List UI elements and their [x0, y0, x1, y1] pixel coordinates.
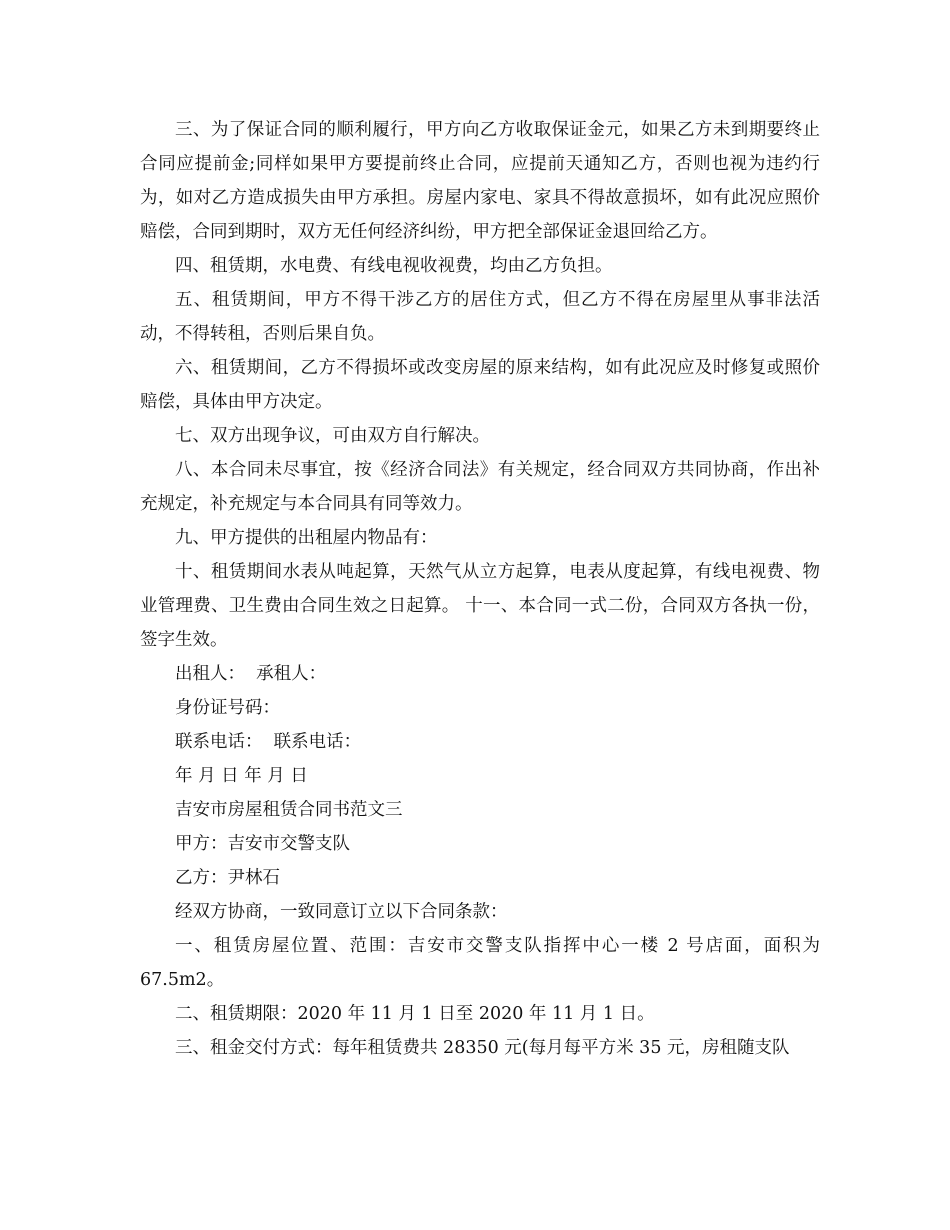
paragraph-usage-clause: 五、租赁期间，甲方不得干涉乙方的居住方式，但乙方不得在房屋里从事非法活动，不得转租，否则后果自负。 — [140, 290, 820, 344]
paragraph-structure-clause: 六、租赁期间，乙方不得损坏或改变房屋的原来结构，如有此况应及时修复或照价赔偿，具体由甲方决定。 — [140, 358, 820, 412]
paragraph-payment-clause: 三、租金交付方式：每年租赁费共 28350 元(每月每平方米 35 元，房租随支队 — [175, 1038, 790, 1058]
paragraph-dispute-clause: 七、双方出现争议，可由双方自行解决。 — [175, 426, 490, 446]
signature-parties-line: 出租人： 承租人： — [175, 664, 327, 684]
agreement-intro: 经双方协商，一致同意订立以下合同条款： — [175, 902, 508, 922]
contact-phone-line: 联系电话： 联系电话： — [175, 732, 362, 752]
id-number-line: 身份证号码： — [175, 698, 280, 718]
paragraph-term-clause: 二、租赁期限：2020 年 11 月 1 日至 2020 年 11 月 1 日。 — [175, 1004, 655, 1024]
section-title: 吉安市房屋租赁合同书范文三 — [175, 800, 403, 820]
document-body — [140, 113, 826, 1065]
date-line: 年 月 日 年 月 日 — [175, 766, 308, 786]
paragraph-supplement-clause: 八、本合同未尽事宜，按《经济合同法》有关规定，经合同双方共同协商，作出补充规定，补充规定与本合同具有同等效力。 — [140, 460, 820, 514]
paragraph-items-clause: 九、甲方提供的出租屋内物品有： — [175, 528, 438, 548]
paragraph-deposit-clause: 三、为了保证合同的顺利履行，甲方向乙方收取保证金元，如果乙方未到期要终止合同应提前金;同样如果甲方要提前终止合同，应提前天通知乙方，否则也视为违约行为，如对乙方造成损失由甲方承担。房屋内家电、家具不得故意损坏，如有此况应照价赔偿，合同到期时，双方无任何经济纠纷，甲方把全部保证金退回给乙方。 — [140, 120, 820, 242]
party-b-line: 乙方：尹林石 — [175, 868, 280, 888]
party-a-line: 甲方：吉安市交警支队 — [175, 834, 350, 854]
paragraph-utilities-clause: 四、租赁期，水电费、有线电视收视费，均由乙方负担。 — [175, 256, 613, 276]
paragraph-location-clause: 一、租赁房屋位置、范围：吉安市交警支队指挥中心一楼 2 号店面，面积为 67.5m2。 — [140, 936, 826, 990]
paragraph-meter-clause: 十、租赁期间水表从吨起算，天然气从立方起算，电表从度起算，有线电视费、物业管理费、卫生费由合同生效之日起算。 十一、本合同一式二份，合同双方各执一份，签字生效。 — [140, 562, 820, 650]
